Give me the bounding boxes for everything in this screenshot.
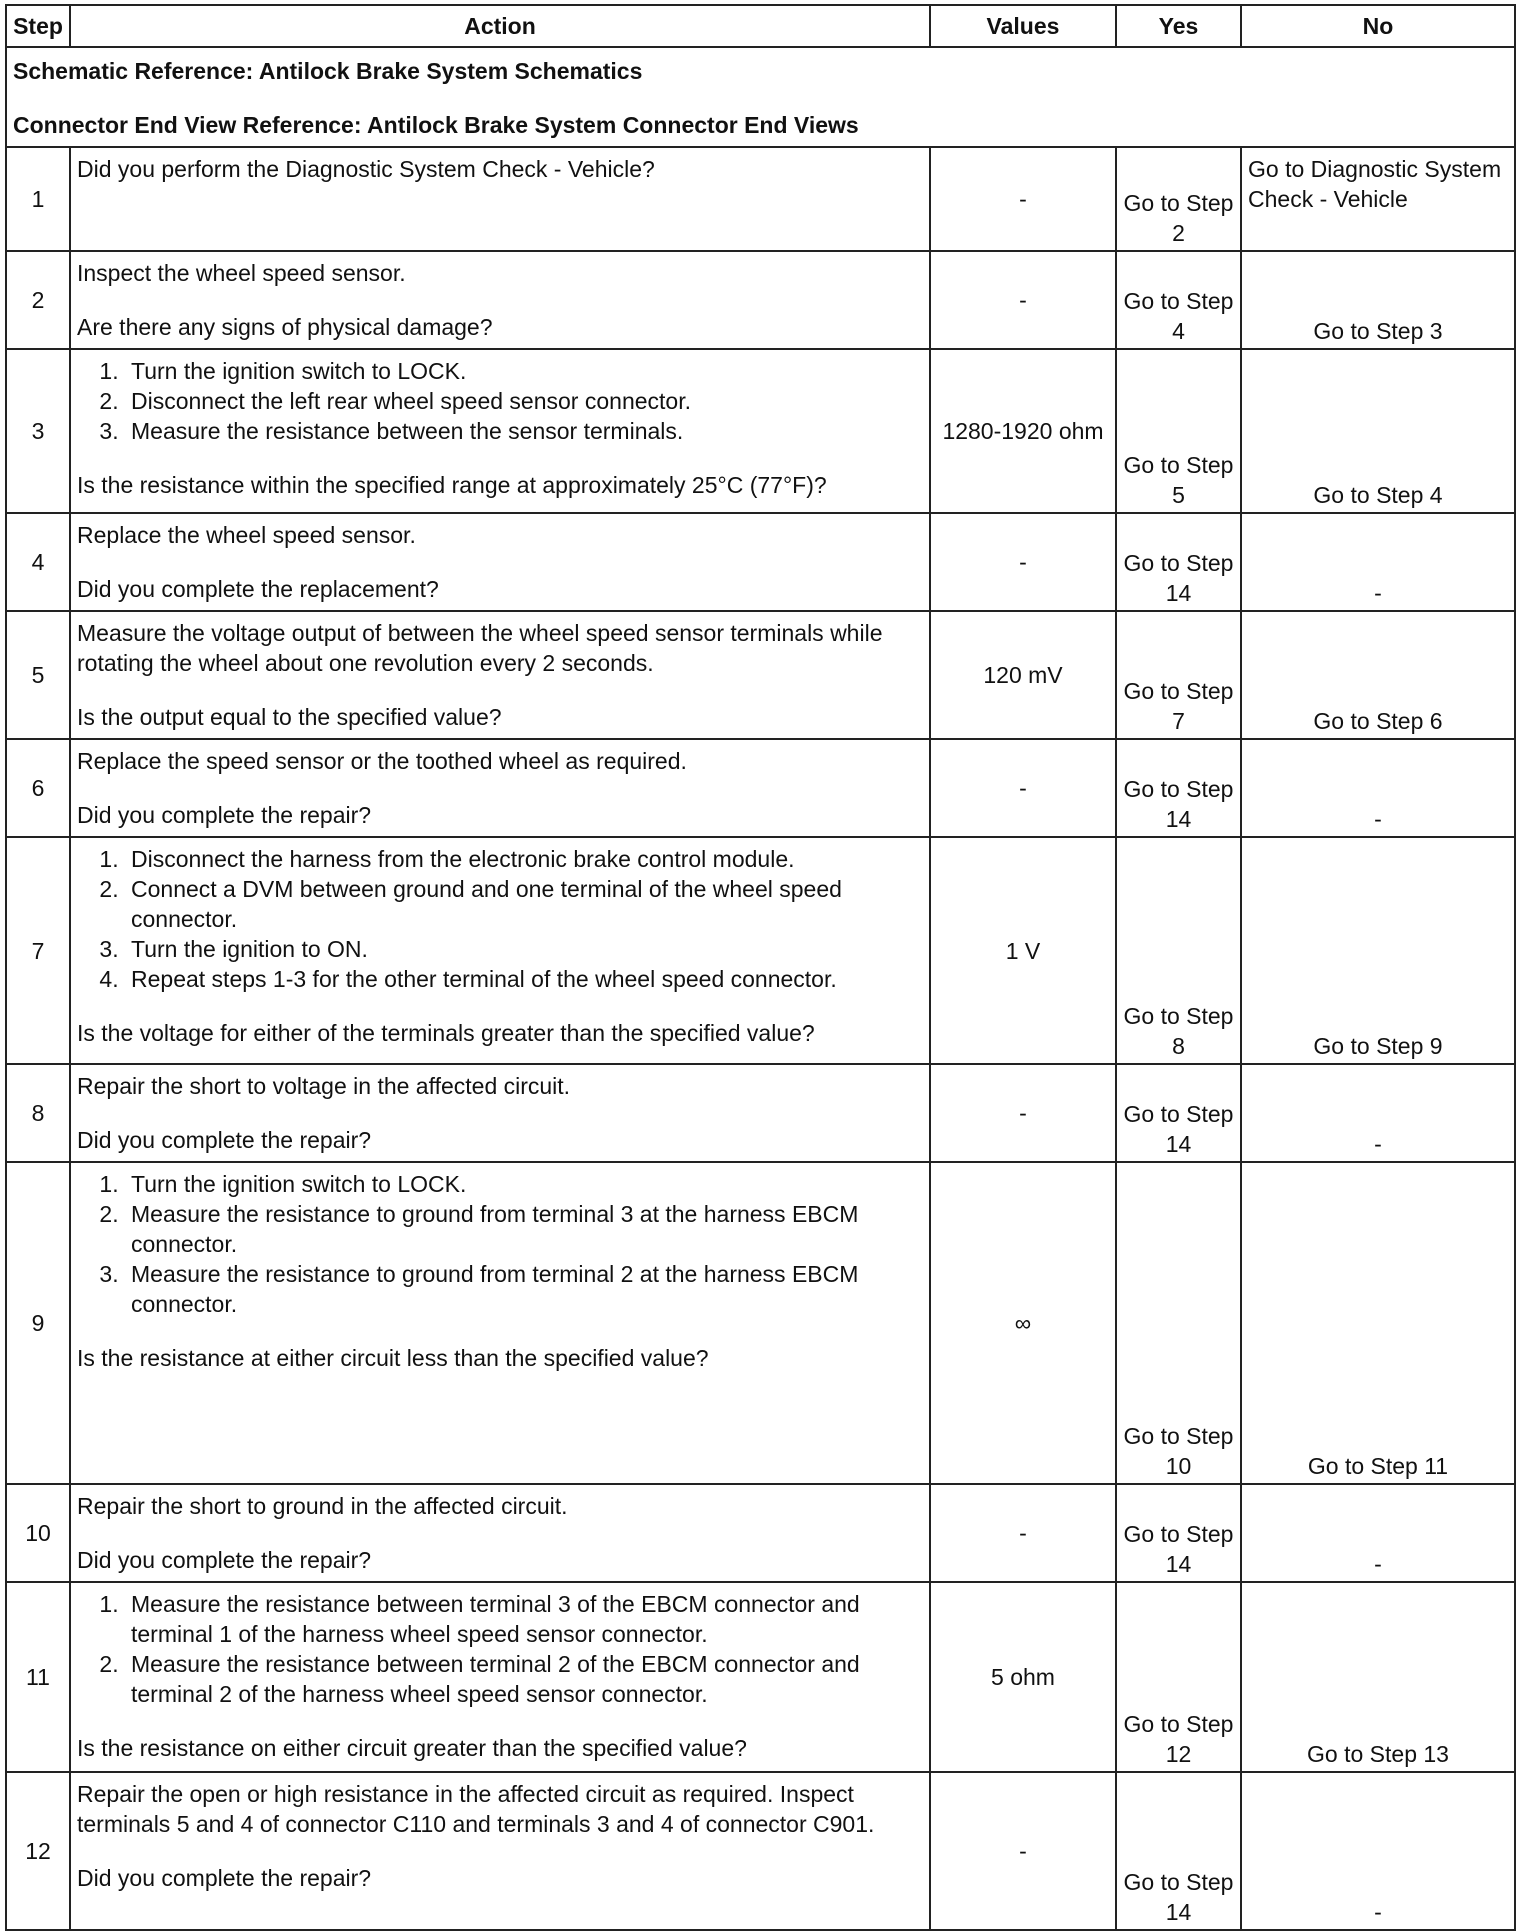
yes-cell: Go to Step 14 (1116, 513, 1241, 611)
yes-cell: Go to Step 8 (1116, 837, 1241, 1064)
connector-reference: Connector End View Reference: Antilock Brake System Connector End Views (13, 112, 859, 138)
action-question: Did you complete the repair? (77, 1127, 372, 1153)
action-spacer (77, 446, 923, 470)
action-cell (70, 513, 930, 611)
action-step-item: 1. Turn the ignition switch to LOCK. (125, 356, 923, 386)
action-question: Is the resistance within the specified range at approximately 25°C (77°F)? (77, 472, 827, 498)
no-cell: - (1241, 1772, 1515, 1930)
action-cell (70, 251, 930, 349)
table-row (6, 837, 1515, 1064)
value-cell: 120 mV (930, 611, 1116, 739)
action-text: Measure the voltage output of between the wheel speed sensor terminals while rotating the wheel about one revolution every 2 seconds. (77, 620, 883, 676)
step-number: 10 (6, 1484, 70, 1582)
header-values: Values (930, 5, 1116, 47)
action-question: Did you complete the repair? (77, 802, 372, 828)
action-step-item: 3. Measure the resistance between the sensor terminals. (125, 416, 923, 446)
no-cell: - (1241, 1484, 1515, 1582)
action-spacer (77, 550, 923, 574)
action-cell (70, 1162, 930, 1484)
action-step-item: 2. Measure the resistance to ground from terminal 3 at the harness EBCM connector. (125, 1199, 923, 1259)
value-cell: - (930, 1484, 1116, 1582)
action-cell (70, 739, 930, 837)
value-cell: - (930, 251, 1116, 349)
yes-cell: Go to Step 2 (1116, 147, 1241, 251)
action-cell (70, 349, 930, 513)
table-row (6, 1484, 1515, 1582)
action-text: Repair the short to voltage in the affected circuit. (77, 1073, 571, 1099)
header-yes: Yes (1116, 5, 1241, 47)
action-spacer (77, 1101, 923, 1125)
no-cell: Go to Diagnostic System Check - Vehicle (1241, 147, 1515, 251)
yes-cell: Go to Step 10 (1116, 1162, 1241, 1484)
yes-cell: Go to Step 14 (1116, 1064, 1241, 1162)
table-row (6, 1162, 1515, 1484)
action-text: Did you perform the Diagnostic System Check - Vehicle? (77, 156, 655, 182)
action-question: Did you complete the repair? (77, 1865, 372, 1891)
action-spacer (77, 776, 923, 800)
step-number: 3 (6, 349, 70, 513)
value-cell: 1 V (930, 837, 1116, 1064)
header-no: No (1241, 5, 1515, 47)
action-step-item: 1. Turn the ignition switch to LOCK. (125, 1169, 923, 1199)
action-cell (70, 1582, 930, 1772)
value-cell: 1280-1920 ohm (930, 349, 1116, 513)
yes-cell: Go to Step 14 (1116, 1772, 1241, 1930)
reference-cell (6, 47, 1515, 147)
action-step-item: 3. Measure the resistance to ground from terminal 2 at the harness EBCM connector. (125, 1259, 923, 1319)
table-row (6, 513, 1515, 611)
action-question: Did you complete the repair? (77, 1547, 372, 1573)
action-spacer (77, 1521, 923, 1545)
action-spacer (77, 1709, 923, 1733)
no-cell: Go to Step 4 (1241, 349, 1515, 513)
step-number: 5 (6, 611, 70, 739)
action-spacer (77, 1319, 923, 1343)
reference-row (6, 47, 1515, 147)
yes-cell: Go to Step 14 (1116, 1484, 1241, 1582)
action-step-item: 4. Repeat steps 1-3 for the other terminal of the wheel speed connector. (125, 964, 923, 994)
action-step-item: 1. Measure the resistance between terminal 3 of the EBCM connector and terminal 1 of the harness wheel speed sensor connector. (125, 1589, 923, 1649)
action-question: Did you complete the replacement? (77, 576, 439, 602)
action-step-item: 1. Disconnect the harness from the electronic brake control module. (125, 844, 923, 874)
step-number: 4 (6, 513, 70, 611)
table-row (6, 1064, 1515, 1162)
diagnostic-table (5, 4, 1516, 1931)
action-cell (70, 837, 930, 1064)
action-text: Inspect the wheel speed sensor. (77, 260, 406, 286)
action-text: Repair the open or high resistance in the affected circuit as required. Inspect terminals 5 and 4 of connector C110 and terminals 3 and 4 of connector C901. (77, 1781, 875, 1837)
value-cell: - (930, 147, 1116, 251)
action-cell (70, 1484, 930, 1582)
no-cell: - (1241, 1064, 1515, 1162)
action-question: Is the resistance at either circuit less than the specified value? (77, 1345, 709, 1371)
table-body (6, 47, 1515, 1930)
table-row (6, 147, 1515, 251)
yes-cell: Go to Step 4 (1116, 251, 1241, 349)
step-number: 2 (6, 251, 70, 349)
step-number: 12 (6, 1772, 70, 1930)
header-row (6, 5, 1515, 47)
step-number: 7 (6, 837, 70, 1064)
step-number: 6 (6, 739, 70, 837)
step-number: 1 (6, 147, 70, 251)
table-row (6, 611, 1515, 739)
action-spacer (77, 994, 923, 1018)
action-steps-list (77, 356, 923, 446)
action-question: Are there any signs of physical damage? (77, 314, 493, 340)
header-action: Action (70, 5, 930, 47)
action-spacer (77, 678, 923, 702)
action-text: Replace the speed sensor or the toothed wheel as required. (77, 748, 687, 774)
action-cell (70, 1772, 930, 1930)
action-question: Is the output equal to the specified value? (77, 704, 502, 730)
yes-cell: Go to Step 12 (1116, 1582, 1241, 1772)
action-question: Is the resistance on either circuit greater than the specified value? (77, 1735, 747, 1761)
no-cell: Go to Step 3 (1241, 251, 1515, 349)
value-cell: 5 ohm (930, 1582, 1116, 1772)
action-question: Is the voltage for either of the terminals greater than the specified value? (77, 1020, 815, 1046)
table-row (6, 1582, 1515, 1772)
value-cell: - (930, 1772, 1116, 1930)
table-row (6, 739, 1515, 837)
action-text: Replace the wheel speed sensor. (77, 522, 416, 548)
table-row (6, 349, 1515, 513)
action-cell (70, 1064, 930, 1162)
yes-cell: Go to Step 5 (1116, 349, 1241, 513)
action-cell (70, 147, 930, 251)
no-cell: Go to Step 6 (1241, 611, 1515, 739)
action-step-item: 2. Connect a DVM between ground and one terminal of the wheel speed connector. (125, 874, 923, 934)
action-step-item: 3. Turn the ignition to ON. (125, 934, 923, 964)
header-step: Step (6, 5, 70, 47)
no-cell: - (1241, 739, 1515, 837)
value-cell: ∞ (930, 1162, 1116, 1484)
schematic-reference: Schematic Reference: Antilock Brake System Schematics (13, 58, 643, 84)
step-number: 9 (6, 1162, 70, 1484)
action-step-item: 2. Measure the resistance between terminal 2 of the EBCM connector and terminal 2 of the harness wheel speed sensor connector. (125, 1649, 923, 1709)
value-cell: - (930, 513, 1116, 611)
action-steps-list (77, 1589, 923, 1709)
yes-cell: Go to Step 7 (1116, 611, 1241, 739)
action-steps-list (77, 844, 923, 994)
table-row (6, 251, 1515, 349)
table-row (6, 1772, 1515, 1930)
action-spacer (77, 1839, 923, 1863)
action-step-item: 2. Disconnect the left rear wheel speed sensor connector. (125, 386, 923, 416)
step-number: 11 (6, 1582, 70, 1772)
action-text: Repair the short to ground in the affected circuit. (77, 1493, 568, 1519)
no-cell: - (1241, 513, 1515, 611)
value-cell: - (930, 739, 1116, 837)
action-spacer (77, 288, 923, 312)
action-cell (70, 611, 930, 739)
reference-spacer (13, 86, 1508, 110)
no-cell: Go to Step 9 (1241, 837, 1515, 1064)
no-cell: Go to Step 13 (1241, 1582, 1515, 1772)
step-number: 8 (6, 1064, 70, 1162)
value-cell: - (930, 1064, 1116, 1162)
action-steps-list (77, 1169, 923, 1319)
yes-cell: Go to Step 14 (1116, 739, 1241, 837)
no-cell: Go to Step 11 (1241, 1162, 1515, 1484)
